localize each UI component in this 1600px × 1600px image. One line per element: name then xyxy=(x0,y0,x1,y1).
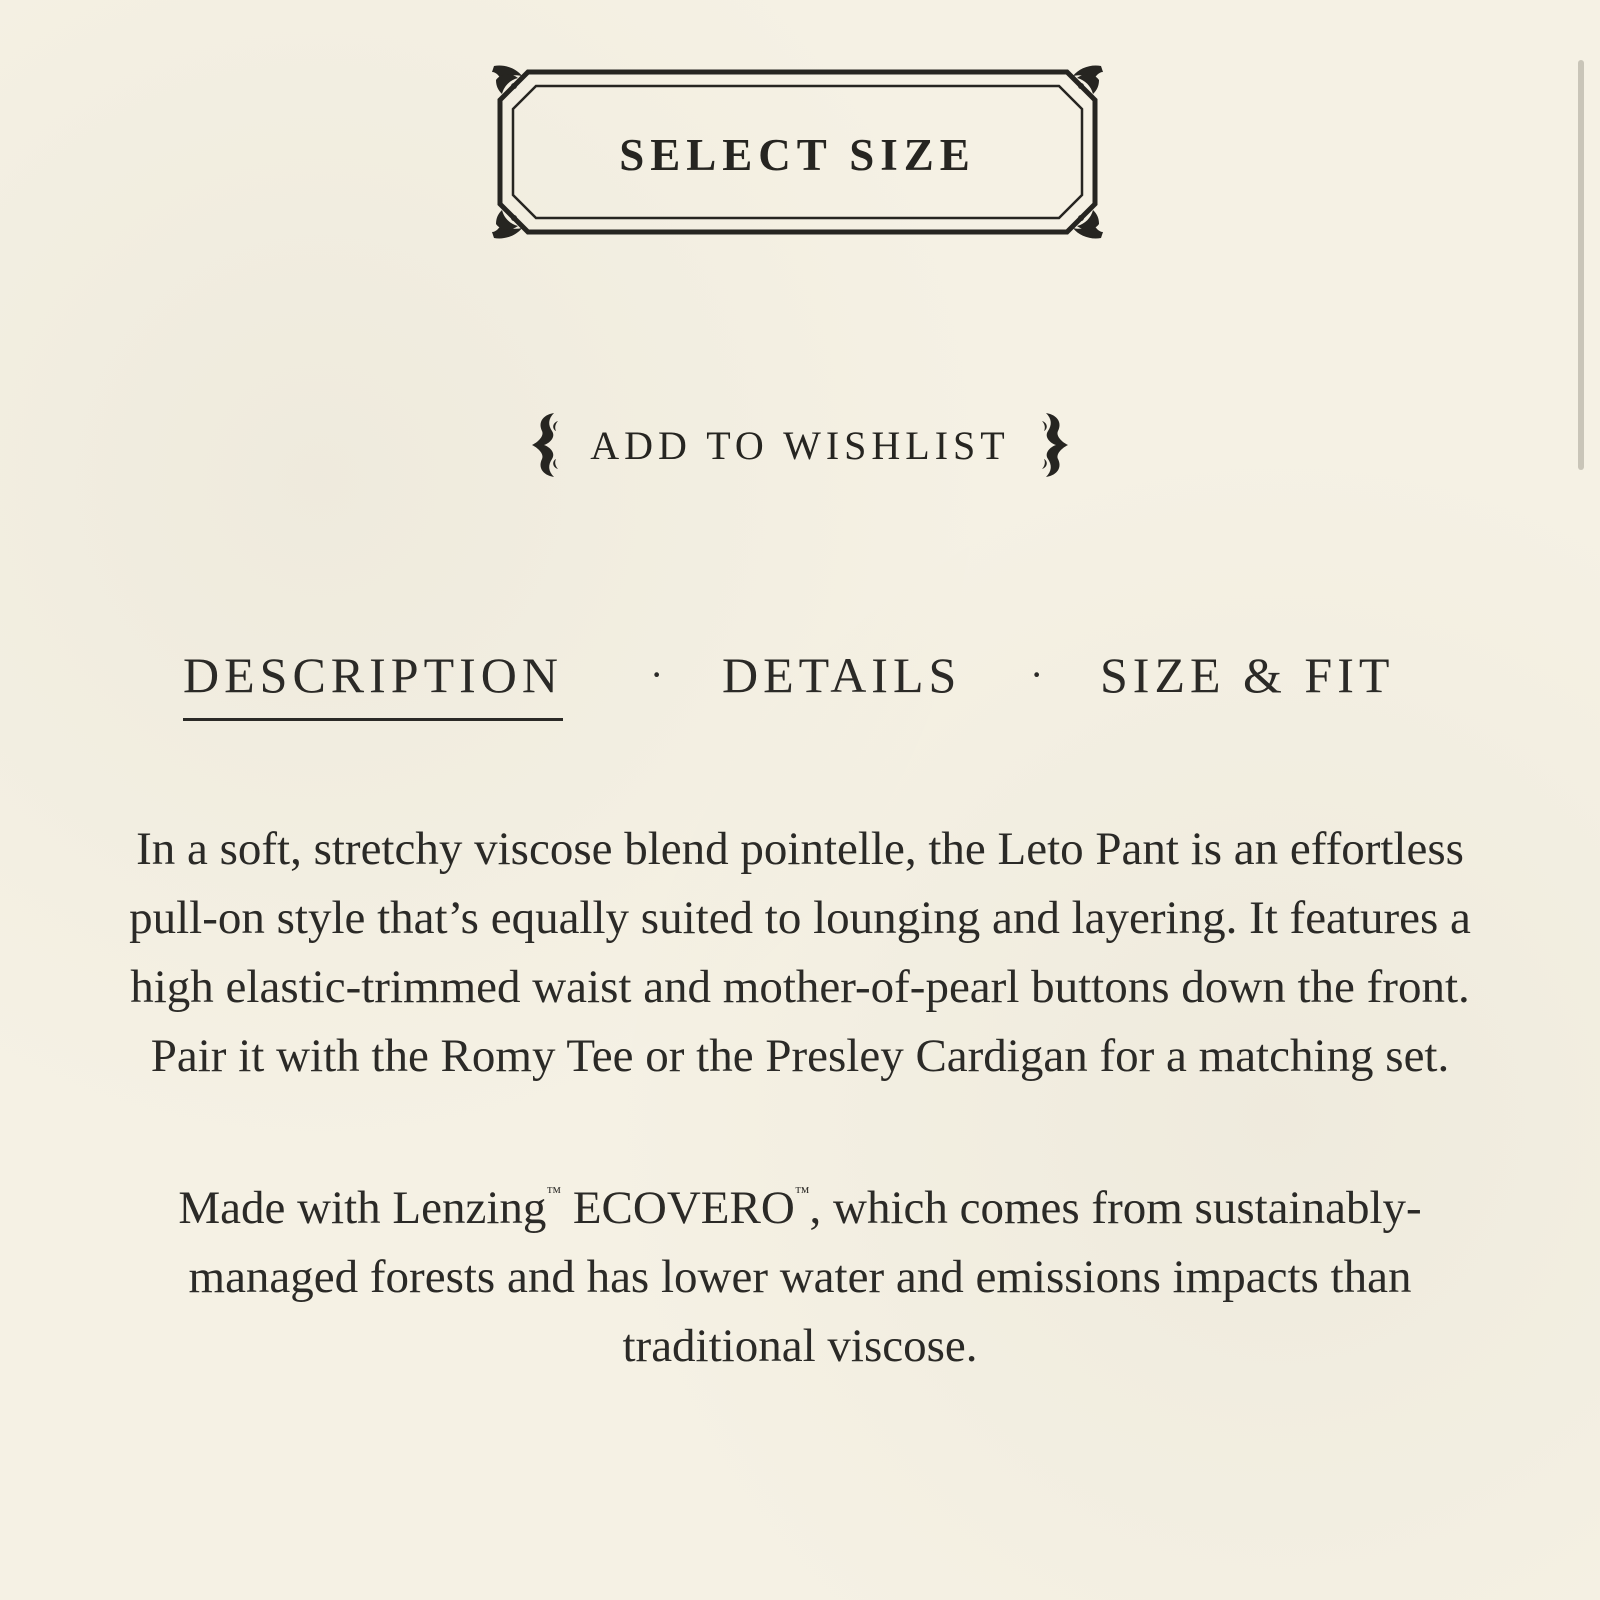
add-to-wishlist-button[interactable] xyxy=(490,400,1110,490)
bracket-flourish-icon xyxy=(1036,409,1076,481)
description-paragraph: In a soft, stretchy viscose blend pointelle, the Leto Pant is an effortless pull-on style that’s equally suited to lounging and layering. It features a high elastic-trimmed waist and mother-of-pearl buttons down the front. Pair it with the Romy Tee or the Presley Cardigan for a matching set. xyxy=(129,823,1471,1082)
trademark-symbol: ™ xyxy=(794,1185,810,1201)
tab-size-and-fit[interactable]: SIZE & FIT xyxy=(1100,647,1395,703)
tab-description[interactable]: DESCRIPTION xyxy=(183,640,563,721)
select-size-label: SELECT SIZE xyxy=(619,130,976,180)
product-info-tabs xyxy=(0,640,1600,730)
description-panel xyxy=(95,815,1505,1381)
bracket-flourish-icon xyxy=(524,409,564,481)
description-paragraph xyxy=(95,1159,1505,1381)
trademark-symbol: ™ xyxy=(546,1185,562,1201)
wishlist-label: ADD TO WISHLIST xyxy=(590,422,1010,468)
tab-separator: · xyxy=(650,652,664,697)
tab-details[interactable]: DETAILS xyxy=(722,647,962,703)
description-text: ECOVERO xyxy=(561,1182,795,1234)
scrollbar-thumb[interactable] xyxy=(1578,60,1584,470)
tab-separator: · xyxy=(1030,652,1044,697)
description-text: , which comes from sustainably-managed forests and has lower water and emissions impacts than traditional viscose. xyxy=(188,1182,1422,1372)
description-text: Made with Lenzing xyxy=(178,1182,547,1234)
select-size-button[interactable] xyxy=(490,62,1105,242)
